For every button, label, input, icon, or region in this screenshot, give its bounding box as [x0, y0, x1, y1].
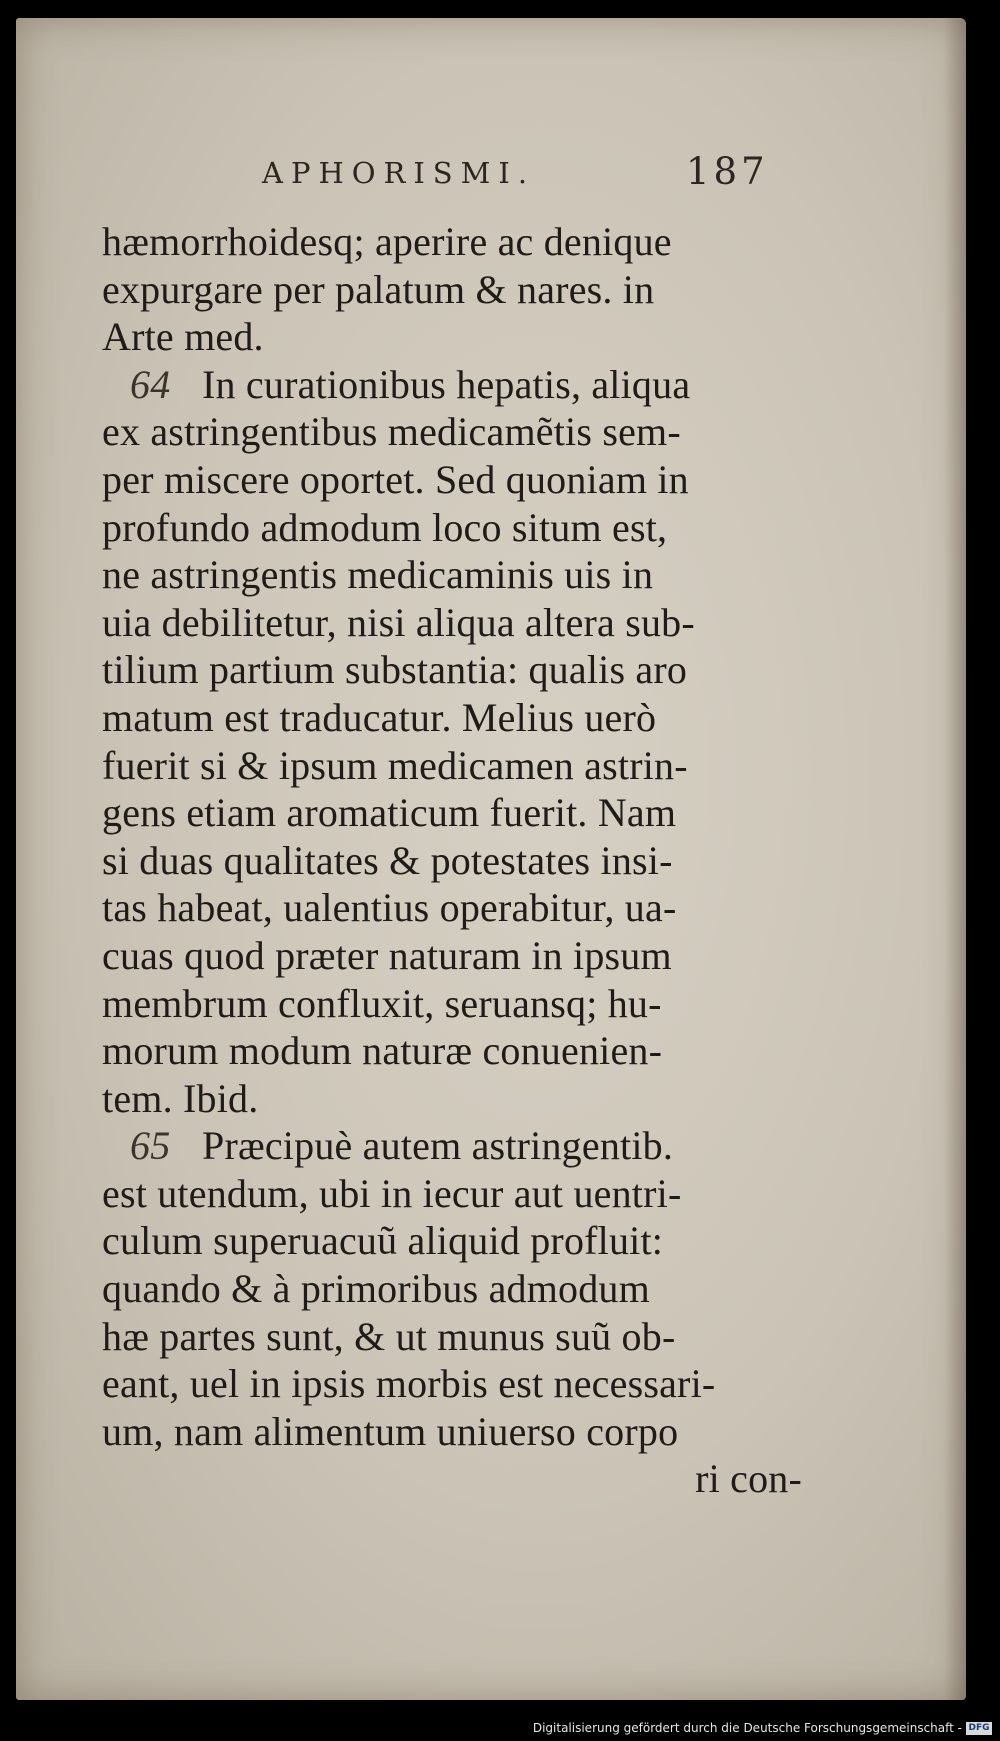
text-line: Arte med.: [102, 314, 264, 360]
text-line: fuerit si & ipsum medicamen astrin-: [102, 742, 688, 788]
text-block: [102, 218, 802, 1503]
text-line: morum modum naturæ conuenien-: [102, 1028, 663, 1074]
text-line: hæmorrhoidesq; aperire ac denique: [102, 219, 672, 264]
text-line: matum est traducatur. Melius uerò: [102, 694, 657, 740]
text-line: eant, uel in ipsis morbis est necessari-: [102, 1361, 716, 1407]
text-line: profundo admodum loco situm est,: [102, 504, 668, 550]
footer-bar: [0, 1718, 1000, 1741]
text-line: tilium partium substantia: qualis aro: [102, 647, 688, 693]
text-line: ne astringentis medicaminis uis in: [102, 552, 654, 598]
aphorism-number: 64: [130, 361, 171, 407]
text-line: expurgare per palatum & nares. in: [102, 266, 655, 312]
page-number: 187: [686, 150, 769, 193]
running-head: [16, 146, 966, 206]
text-line: hæ partes sunt, & ut munus suũ ob-: [102, 1313, 676, 1359]
text-line: uia debilitetur, nisi aliqua altera sub-: [102, 599, 695, 645]
page-edge-shadow: [944, 18, 966, 1700]
text-line: per miscere oportet. Sed quoniam in: [102, 456, 689, 502]
text-line: quando & à primoribus admodum: [102, 1266, 650, 1312]
text-line: si duas qualitates & potestates insi-: [102, 837, 673, 883]
book-page: [16, 18, 966, 1700]
dfg-logo: DFG: [966, 1722, 992, 1735]
text-line: membrum confluxit, seruansq; hu-: [102, 980, 662, 1026]
aphorism-64-first-line: [102, 361, 802, 409]
text-line: In curationibus hepatis, aliqua: [202, 361, 691, 407]
text-line: Præcipuè autem astringentib.: [202, 1123, 674, 1169]
text-line: tem. Ibid.: [102, 1075, 259, 1121]
text-line: est utendum, ubi in iecur aut uentri-: [102, 1170, 682, 1216]
text-line: um, nam alimentum uniuerso corpo: [102, 1408, 679, 1454]
catchword-line: ri con-: [695, 1456, 802, 1502]
aphorism-number: 65: [130, 1123, 171, 1169]
text-line: tas habeat, ualentius operabitur, ua-: [102, 885, 677, 931]
text-line: gens etiam aromaticum fuerit. Nam: [102, 790, 677, 836]
text-line: cuas quod præter naturam in ipsum: [102, 932, 672, 978]
funding-credit: Digitalisierung gefördert durch die Deutsche Forschungsgemeinschaft -: [532, 1721, 962, 1735]
running-title: APHORISMI.: [262, 156, 536, 190]
aphorism-65-first-line: [102, 1122, 802, 1170]
text-line: culum superuacuũ aliquid profluit:: [102, 1218, 664, 1264]
text-line: ex astringentibus medicamẽtis sem-: [102, 409, 681, 455]
